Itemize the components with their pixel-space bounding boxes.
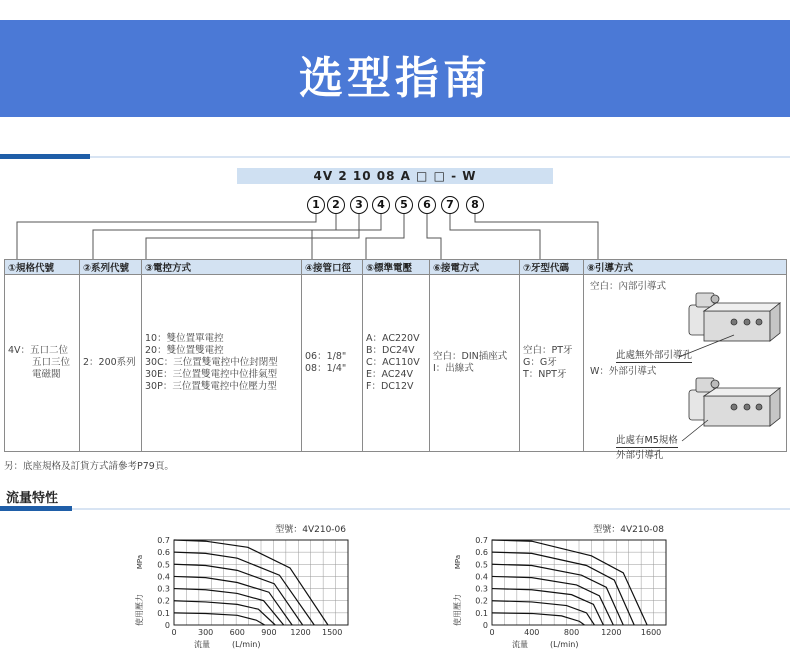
banner-title: 选型指南 <box>299 53 491 104</box>
code-number-1: 1 <box>307 196 325 214</box>
flow-chart-08 <box>442 520 674 655</box>
footnote: 另：底座規格及訂貨方式請參考P79頁。 <box>4 461 174 472</box>
leader-1 <box>17 214 316 259</box>
header-voltage: ⑤標準電壓 <box>363 260 430 275</box>
y-tick-label: 0.3 <box>157 584 170 594</box>
y-axis-label: 使用壓力 <box>135 594 144 626</box>
y-tick-label: 0.3 <box>475 584 488 594</box>
chart-title: 型號：4V210-08 <box>593 525 664 535</box>
flow-curve-0.1 <box>492 613 584 625</box>
y-tick-label: 0.6 <box>475 548 488 558</box>
y-tick-label: 0.7 <box>475 536 488 545</box>
section-title: 流量特性 <box>6 491 59 506</box>
cell-pilot-type <box>584 275 787 461</box>
x-axis-label: 流量 <box>194 640 210 649</box>
y-tick-label: 0 <box>482 621 488 630</box>
x-tick-label: 1500 <box>322 628 343 637</box>
code-number-3: 3 <box>350 196 368 214</box>
chart-title: 型號：4V210-06 <box>275 525 346 535</box>
x-unit-label: (L/min) <box>550 640 579 649</box>
leader-5 <box>366 214 404 259</box>
cell-wiring: 空白：DIN插座式 I：出線式 <box>430 275 520 452</box>
y-tick-label: 0.1 <box>475 608 488 618</box>
y-tick-label: 0.4 <box>475 572 488 582</box>
y-tick-label: 0 <box>164 621 170 630</box>
x-tick-label: 300 <box>197 628 214 637</box>
x-tick-label: 400 <box>524 628 540 637</box>
x-tick-label: 1200 <box>290 628 311 637</box>
leader-7 <box>450 214 540 259</box>
flow-curve-0.3 <box>174 589 284 625</box>
valve-image-external <box>689 378 780 426</box>
leader-8 <box>475 214 598 259</box>
callout-no-external-port: 此處無外部引導孔 <box>616 350 693 361</box>
y-tick-label: 0.5 <box>157 560 170 570</box>
y-axis-label: 使用壓力 <box>453 594 462 626</box>
y-tick-label: 0.2 <box>475 596 488 606</box>
x-tick-label: 0 <box>489 628 495 637</box>
valve-illustrations <box>584 275 787 451</box>
y-tick-label: 0.7 <box>157 536 170 545</box>
x-tick-label: 900 <box>261 628 277 637</box>
section-divider-accent <box>0 506 72 511</box>
code-number-6: 6 <box>418 196 436 214</box>
code-number-5: 5 <box>395 196 413 214</box>
section-divider <box>0 508 790 510</box>
code-number-7: 7 <box>441 196 459 214</box>
x-tick-label: 800 <box>563 628 580 637</box>
leader-4 <box>312 214 381 259</box>
code-number-8: 8 <box>466 196 484 214</box>
header-port-size: ④接管口徑 <box>302 260 363 275</box>
valve-image-internal <box>689 293 780 341</box>
y-tick-label: 0.4 <box>157 572 170 582</box>
table-header-row <box>5 260 787 275</box>
x-tick-label: 1200 <box>601 628 622 637</box>
code-number-4: 4 <box>372 196 390 214</box>
leader-6 <box>427 214 441 259</box>
cell-port-size: 06：1/8" 08：1/4" <box>302 275 363 452</box>
cell-spec-code: 4V：五口二位 五口三位 電磁閥 <box>5 275 80 452</box>
y-tick-label: 0.6 <box>157 548 170 558</box>
x-axis-label: 流量 <box>512 640 528 649</box>
callout-m5-port-line1: 此處有M5規格 <box>616 435 678 446</box>
y-unit-label: MPa <box>136 554 144 570</box>
leader-2 <box>93 214 336 259</box>
header-series-code: ②系列代號 <box>80 260 142 275</box>
y-tick-label: 0.5 <box>475 560 488 570</box>
y-unit-label: MPa <box>454 554 462 570</box>
y-tick-label: 0.1 <box>157 608 170 618</box>
cell-control-type: 10：雙位置單電控 20：雙位置雙電控 30C：三位置雙電控中位封閉型 30E：三位置雙電控中位排氣型 30P：三位置雙電控中位壓力型 <box>142 275 302 452</box>
pilot-internal-label: 空白：內部引導式 <box>590 281 667 292</box>
code-number-2: 2 <box>327 196 345 214</box>
x-unit-label: (L/min) <box>232 640 261 649</box>
x-tick-label: 1600 <box>640 628 662 637</box>
flow-curve-0.3 <box>492 589 603 625</box>
x-tick-label: 600 <box>229 628 245 637</box>
header-spec-code: ①規格代號 <box>5 260 80 275</box>
flow-curve-0.1 <box>174 613 265 625</box>
y-tick-label: 0.2 <box>157 596 170 606</box>
x-tick-label: 0 <box>171 628 177 637</box>
header-thread-code: ⑦牙型代碼 <box>520 260 584 275</box>
leader-lines <box>0 0 790 260</box>
header-pilot-type: ⑧引導方式 <box>584 260 787 275</box>
model-code-text: 4V 2 10 08 A □ □ - W <box>313 169 477 183</box>
cell-voltage: A：AC220V B：DC24V C：AC110V E：AC24V F：DC12V <box>363 275 430 452</box>
cell-series-code: 2：200系列 <box>80 275 142 452</box>
cell-thread-code: 空白：PT牙 G：G牙 T：NPT牙 <box>520 275 584 452</box>
callout-m5-port-line2: 外部引導孔 <box>616 450 664 461</box>
table-body-row <box>5 275 787 452</box>
spec-table <box>4 259 787 461</box>
header-wiring: ⑥接電方式 <box>430 260 520 275</box>
leader-3 <box>146 214 359 259</box>
flow-chart-06 <box>124 520 356 655</box>
pilot-external-label: W：外部引導式 <box>590 366 657 377</box>
header-control-type: ③電控方式 <box>142 260 302 275</box>
